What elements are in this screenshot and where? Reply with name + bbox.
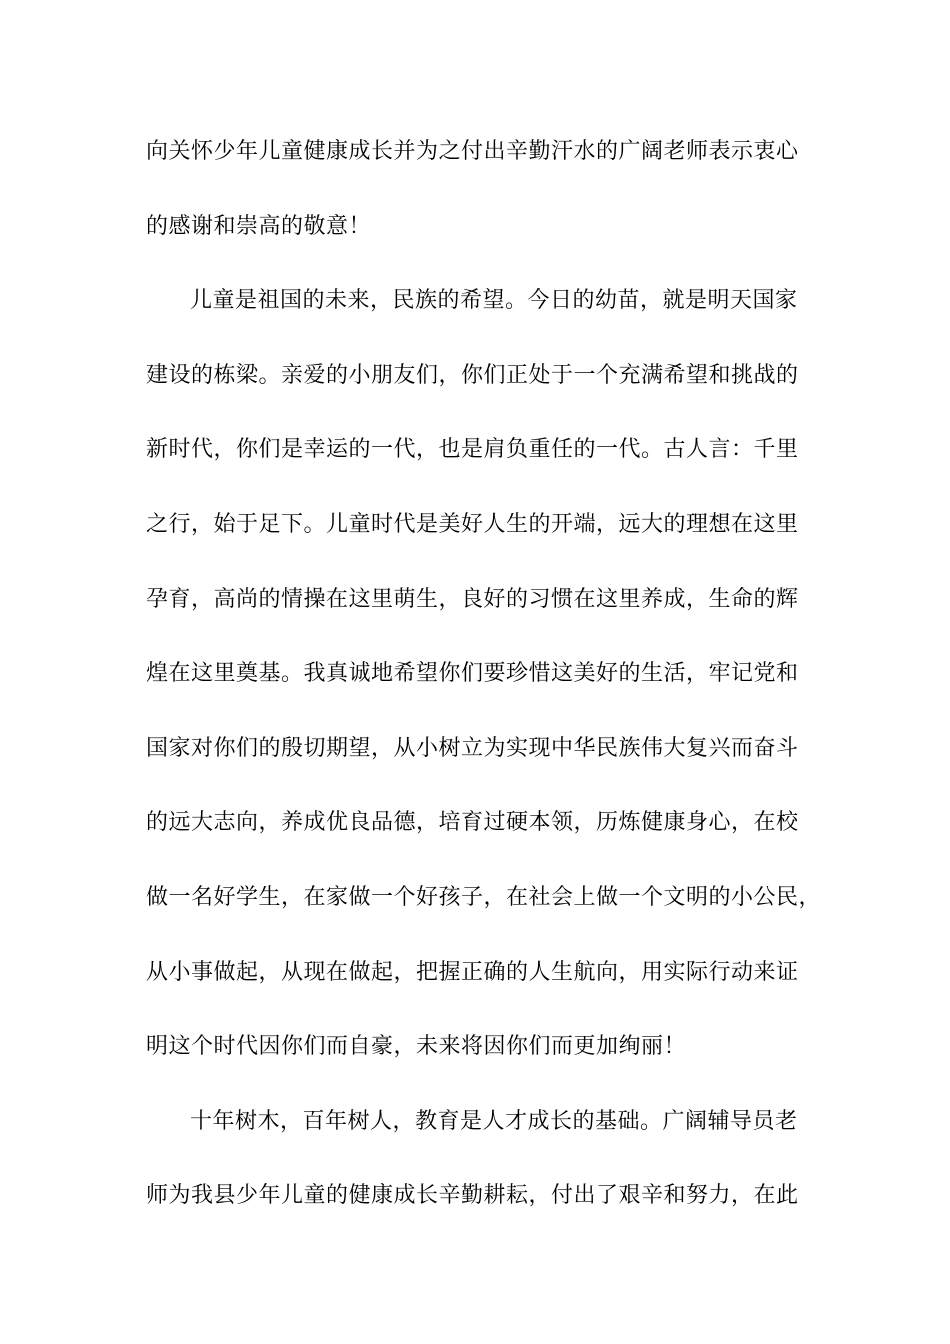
paragraph-line-7: 孕育，高尚的情操在这里萌生，良好的习惯在这里养成，生命的辉 — [146, 586, 799, 612]
paragraph-line-3: 儿童是祖国的未来，民族的希望。今日的幼苗，就是明天国家 — [190, 288, 798, 314]
paragraph-line-6: 之行，始于足下。儿童时代是美好人生的开端，远大的理想在这里 — [146, 511, 799, 537]
paragraph-line-1: 向关怀少年儿童健康成长并为之付出辛勤汗水的广阔老师表示衷心 — [146, 139, 799, 164]
paragraph-line-14: 十年树木，百年树人，教育是人才成长的基础。广阔辅导员老 — [190, 1108, 798, 1134]
paragraph-line-10: 的远大志向，养成优良品德，培育过硬本领，历炼健康身心，在校 — [146, 810, 799, 836]
paragraph-line-15: 师为我县少年儿童的健康成长辛勤耕耘，付出了艰辛和努力，在此 — [146, 1183, 799, 1209]
paragraph-line-13: 明这个时代因你们而自豪，未来将因你们而更加绚丽！ — [146, 1034, 687, 1060]
paragraph-line-2: 的感谢和崇高的敬意！ — [146, 213, 372, 239]
paragraph-line-9: 国家对你们的殷切期望，从小树立为实现中华民族伟大复兴而奋斗 — [146, 735, 799, 761]
paragraph-line-4: 建设的栋梁。亲爱的小朋友们，你们正处于一个充满希望和挑战的 — [146, 362, 799, 388]
paragraph-line-12: 从小事做起，从现在做起，把握正确的人生航向，用实际行动来证 — [146, 959, 799, 985]
document-body — [146, 128, 822, 1247]
paragraph-line-8: 煌在这里奠基。我真诚地希望你们要珍惜这美好的生活，牢记党和 — [146, 661, 799, 687]
paragraph-line-5: 新时代，你们是幸运的一代，也是肩负重任的一代。古人言：千里 — [146, 437, 799, 463]
paragraph-line-11: 做一名好学生，在家做一个好孩子，在社会上做一个文明的小公民， — [146, 884, 822, 910]
